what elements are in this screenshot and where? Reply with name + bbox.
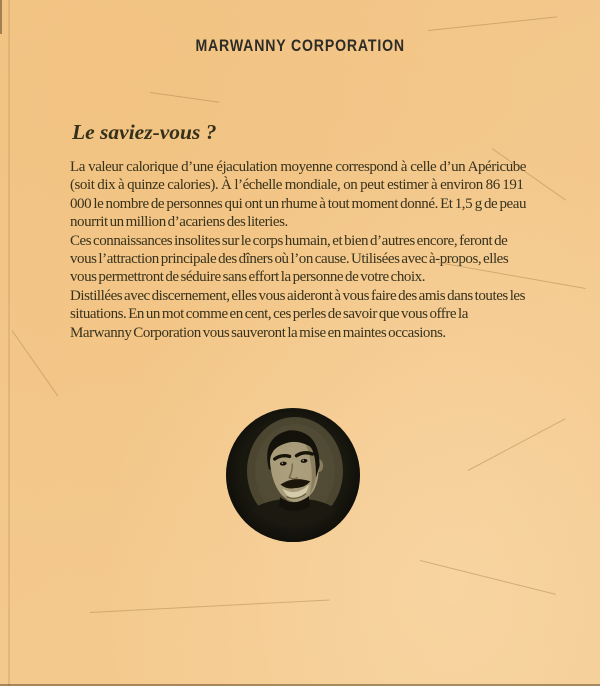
portrait-photo [226,408,360,542]
intro-text [70,158,526,342]
paragraph: Ces connaissances insolites sur le corps humain, et bien d’autres encore, feront de vous l’attraction principale des dîners où l’on cause. Utilisées avec à-propos, elles vous permettront de séduire sans effort la personne de votre choix. [70,232,509,286]
paper-scratch [420,560,556,595]
publisher-name-text: MARWANNY CORPORATION [195,36,405,55]
page-crease [8,0,10,686]
paper-scratch [90,599,330,613]
paper-scratch [12,330,59,396]
page-title: Le saviez-vous ? [72,120,217,144]
publisher-name [0,36,600,56]
paper-scratch [468,418,566,471]
page-edge-mark [0,0,2,34]
paragraph: La valeur calorique d’une éjaculation moyenne correspond à celle d’un Apéricube (soit dix à quinze calories). À l’échelle mondiale, on peut estimer à environ 86 191 000 le nombre de personnes qui ont un rhume à tout moment donné. Et 1,5 g de peau nourrit un million d’acariens des literies. [70,159,526,231]
paragraph: Distillées avec discernement, elles vous aideront à vous faire des amis dans toutes les situations. En un mot comme en cent, ces perles de savoir que vous offre la Marwanny Corporation vous sauveront la mise en maintes occasions. [70,287,526,341]
paper-scratch [150,92,219,103]
man-portrait-illustration [226,408,360,542]
paper-scratch [428,16,557,31]
